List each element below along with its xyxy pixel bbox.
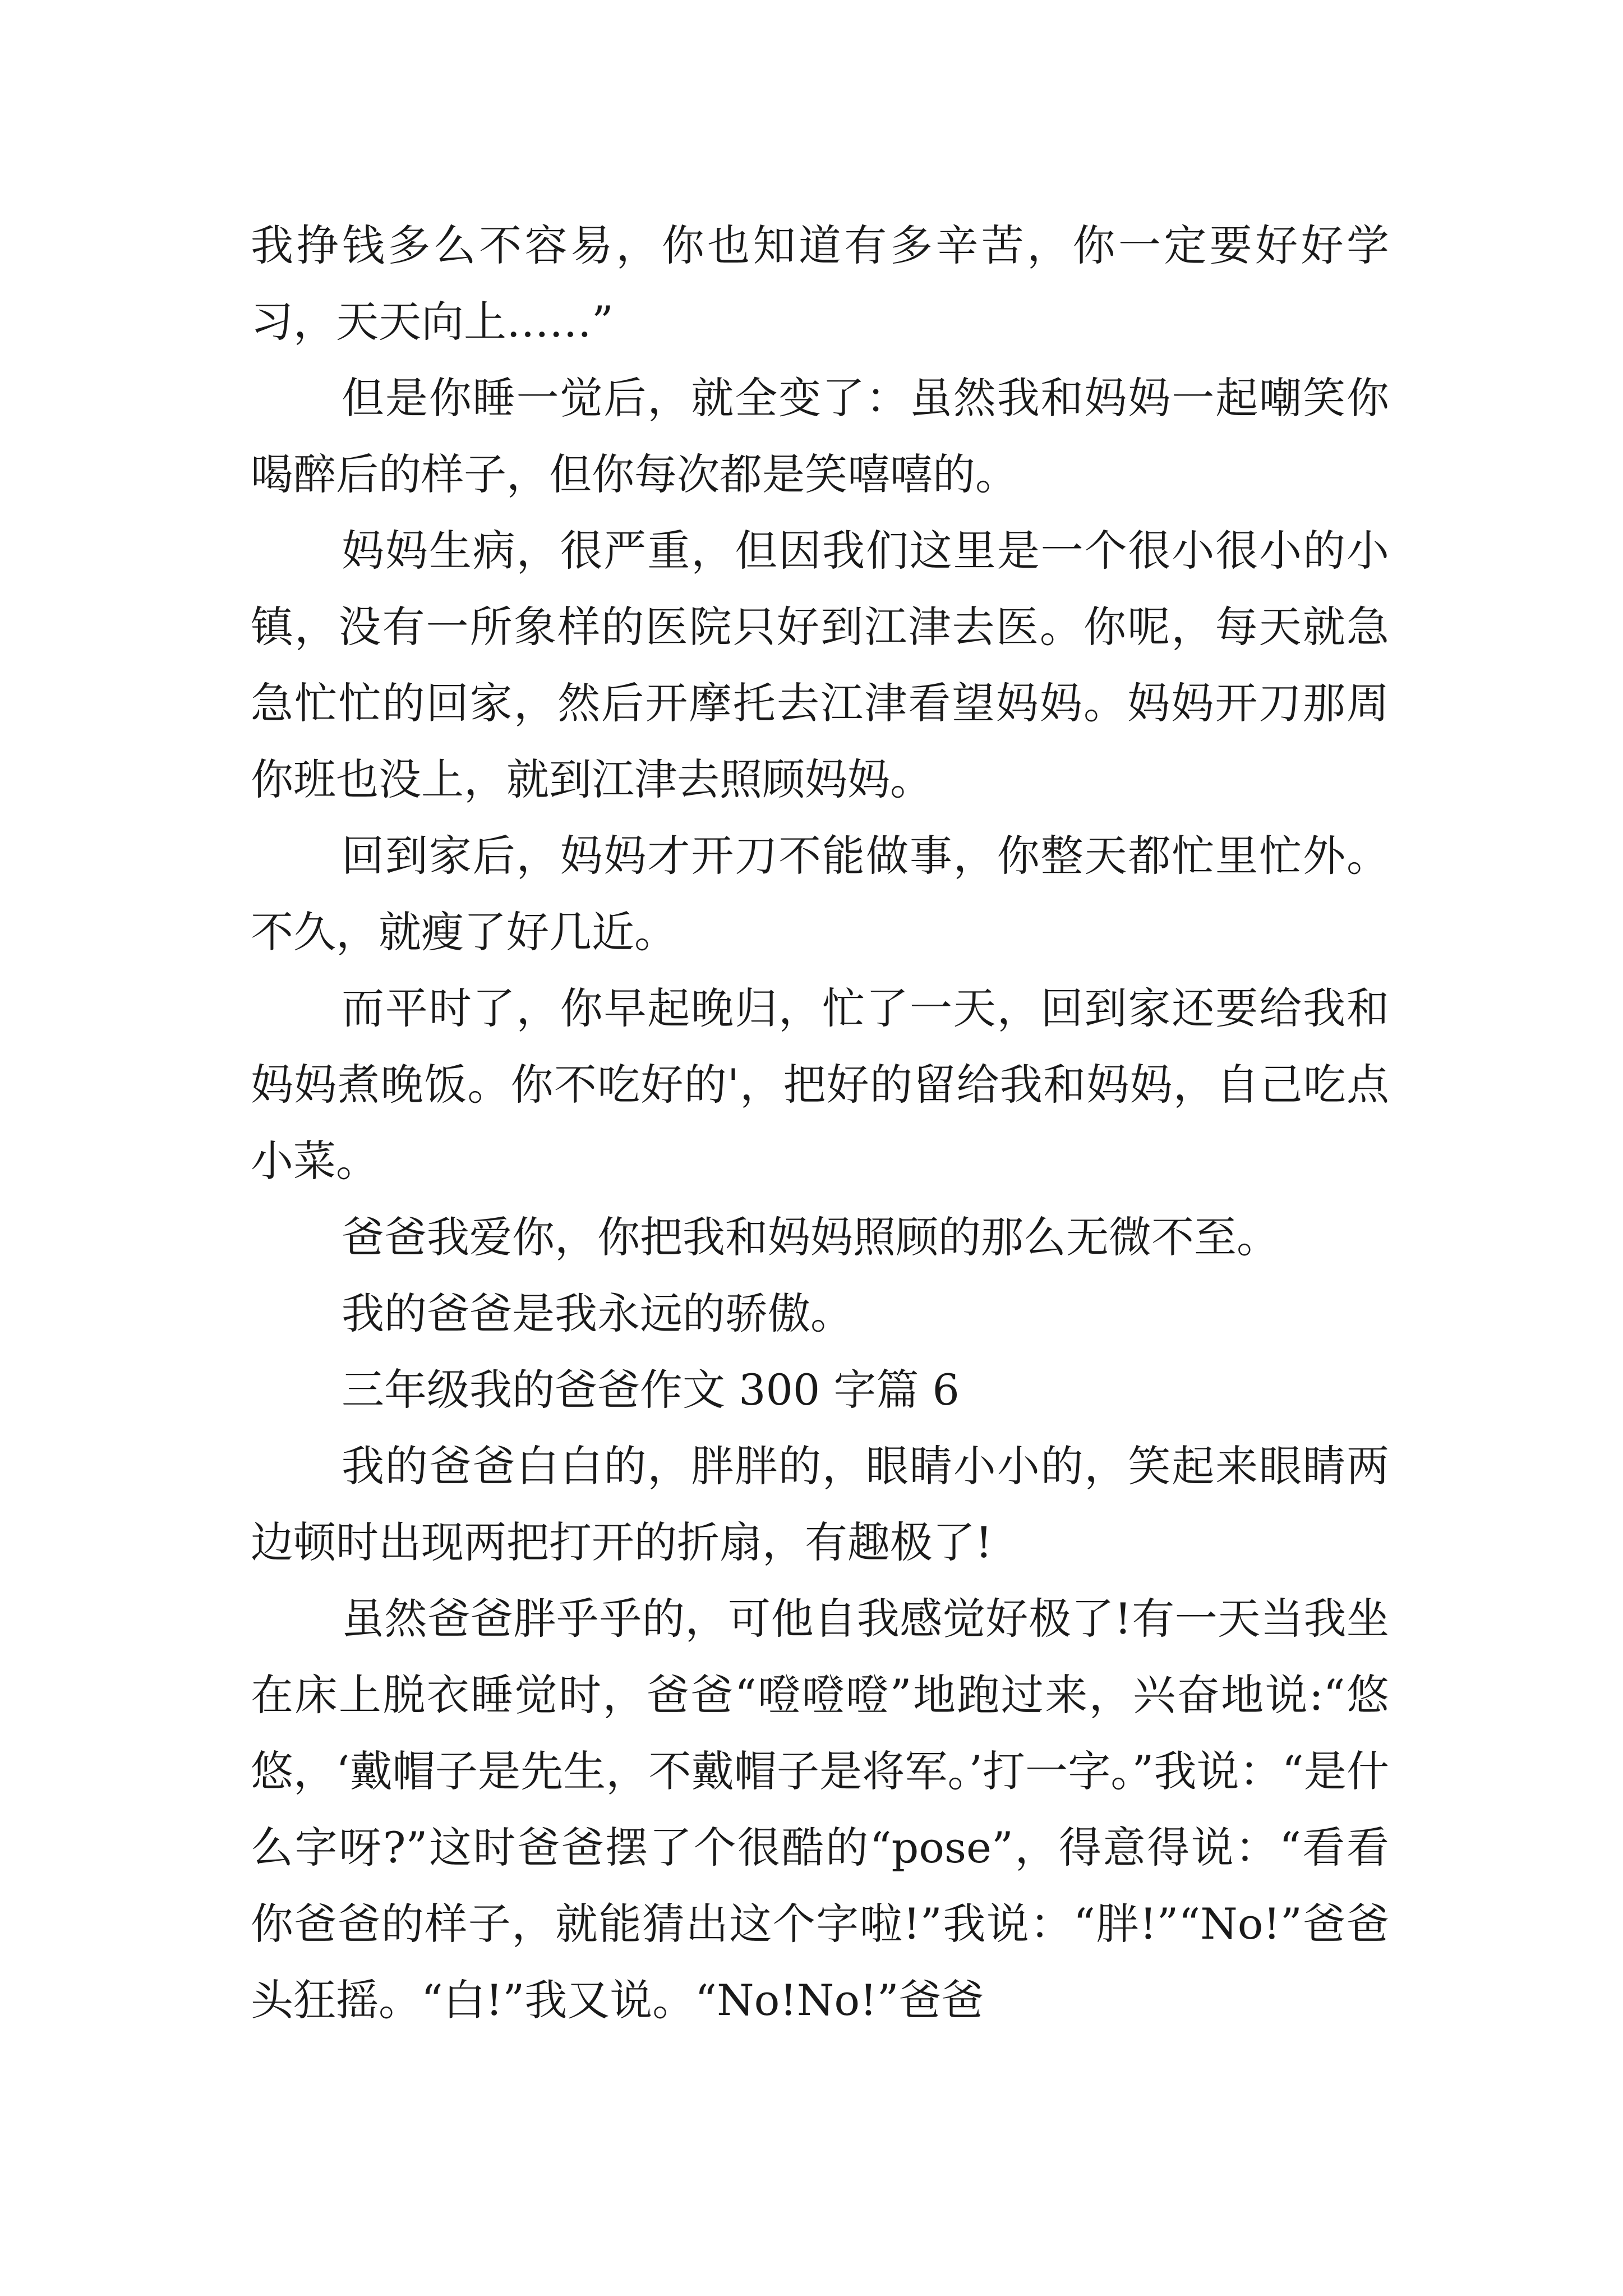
paragraph-4: 回到家后，妈妈才开刀不能做事，你整天都忙里忙外。不久，就瘦了好几近。 bbox=[251, 831, 1389, 957]
paragraph-10: 虽然爸爸胖乎乎的，可他自我感觉好极了!有一天当我坐在床上脱衣睡觉时，爸爸“噔噔噔”地跑过来，兴奋地说:“悠悠，‘戴帽子是先生，不戴帽子是将军。’打一字。”我说：“是什么字呀?”这时爸爸摆了个很酷的“pose”，得意得说：“看看你爸爸的样子，就能猜出这个字啦!”我说：“胖!”“No!”爸爸头狂摇。“白!”我又说。“No!No!”爸爸 bbox=[251, 1594, 1389, 2025]
paragraph-3: 妈妈生病，很严重，但因我们这里是一个很小很小的小镇，没有一所象样的医院只好到江津去医。你呢，每天就急急忙忙的回家，然后开摩托去江津看望妈妈。妈妈开刀那周你班也没上，就到江津去照顾妈妈。 bbox=[251, 526, 1389, 804]
paragraph-7: 我的爸爸是我永远的骄傲。 bbox=[342, 1289, 853, 1338]
paragraph-2: 但是你睡一觉后，就全变了：虽然我和妈妈一起嘲笑你喝醉后的样子，但你每次都是笑嘻嘻的。 bbox=[251, 373, 1389, 499]
paragraph-5: 而平时了，你早起晚归，忙了一天，回到家还要给我和妈妈煮晚饭。你不吃好的'，把好的留给我和妈妈，自己吃点小菜。 bbox=[251, 983, 1389, 1186]
document-body bbox=[251, 208, 1389, 2039]
paragraph-1: 我挣钱多么不容易，你也知道有多辛苦，你一定要好好学习，天天向上……” bbox=[251, 220, 1389, 347]
section-heading: 三年级我的爸爸作文 300 字篇 6 bbox=[342, 1365, 960, 1415]
paragraph-6: 爸爸我爱你，你把我和妈妈照顾的那么无微不至。 bbox=[342, 1212, 1279, 1262]
paragraph-9: 我的爸爸白白的，胖胖的，眼睛小小的，笑起来眼睛两边顿时出现两把打开的折扇，有趣极了! bbox=[251, 1441, 1389, 1567]
